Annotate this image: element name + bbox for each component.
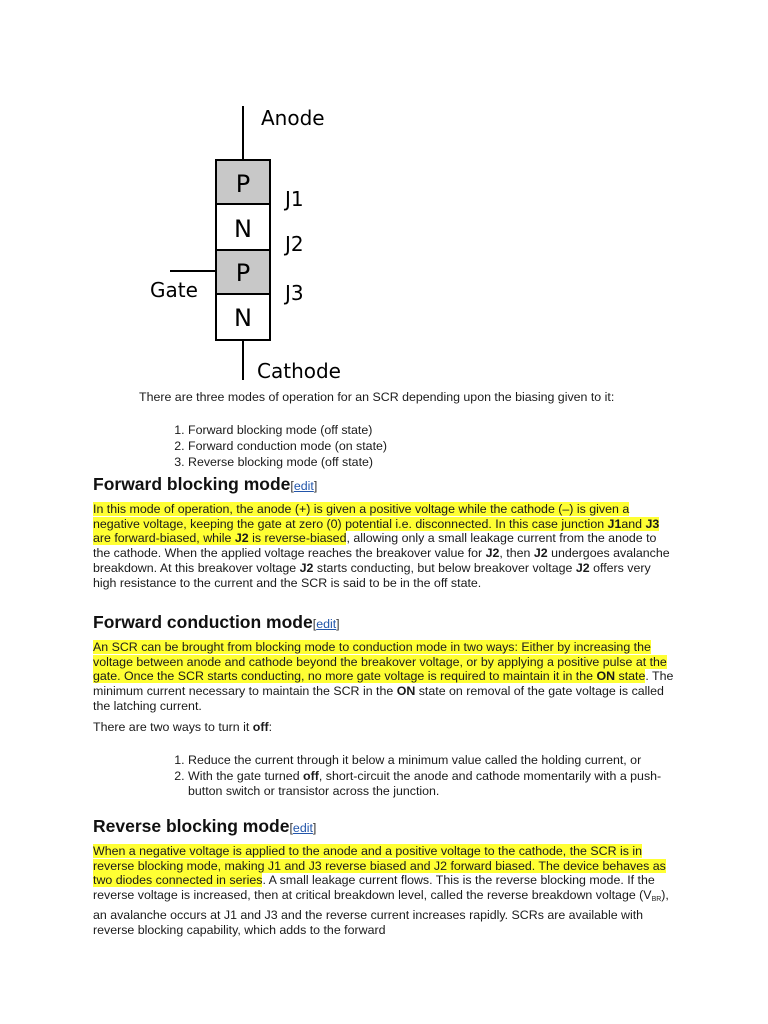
turn-off-intro: There are two ways to turn it off: (93, 720, 273, 734)
anode-label: Anode (261, 106, 325, 130)
reverse-blocking-paragraph: When a negative voltage is applied to the anode and a positive voltage to the cathode, the SCR is in reverse blocking mode, making J1 and J3 reverse biased and J2 forward biased. The device behaves as two diodes connected in series. A small leakage current flows. This is the reverse blocking mode. If the reverse voltage is increased, then at critical breakdown level, called the reverse breakdown voltage $(V_{BR})$, an avalanche occurs at J1 and J3 and the reverse current increases rapidly. SCRs are available with reverse blocking capability, which adds to the forward (93, 844, 669, 937)
heading-forward-conduction: Forward conduction mode[edit] (93, 612, 340, 632)
list-item: 1. Forward blocking mode (off state) (188, 422, 387, 438)
turn-off-list (152, 753, 674, 800)
cathode-label: Cathode (257, 359, 341, 383)
junction-label-j2: J2 (285, 232, 304, 256)
edit-link[interactable]: edit (316, 617, 337, 631)
layer-label-1: P (235, 170, 251, 198)
junction-label-j3: J3 (285, 281, 304, 305)
forward-conduction-paragraph: An SCR can be brought from blocking mode to conduction mode in two ways: Either by increasing the voltage between anode and cathode beyond the breakover voltage, or by applying a positive pulse at the gate. Once the SCR starts conducting, no more gate voltage is required to maintain it in the ON state. The minimum current necessary to maintain the SCR in the ON state on removal of the gate voltage is called the latching current. (93, 640, 674, 713)
edit-link[interactable]: edit (292, 821, 313, 835)
intro-text: There are three modes of operation for an SCR depending upon the biasing given to it: (139, 390, 615, 404)
modes-list (152, 422, 387, 470)
heading-forward-blocking: Forward blocking mode[edit] (93, 474, 318, 494)
list-item: 1. Reduce the current through it below a minimum value called the holding current, or (188, 753, 674, 768)
forward-blocking-paragraph: In this mode of operation, the anode (+) is given a positive voltage while the cathode (–) is given a negative voltage, keeping the gate at zero (0) potential i.e. disconnected. In this case junction J1and J3 are forward-biased, while J2 is reverse-biased, allowing only a small leakage current from the anode to the cathode. When the applied voltage reaches the breakover value for J2, then J2 undergoes avalanche breakdown. At this breakover voltage J2 starts conducting, but below breakover voltage J2 offers very high resistance to the current and the SCR is said to be in the off state. (93, 502, 670, 590)
layer-label-2: N (234, 215, 252, 243)
list-item: 3. Reverse blocking mode (off state) (188, 454, 387, 470)
list-item: 2. Forward conduction mode (on state) (188, 438, 387, 454)
heading-reverse-blocking: Reverse blocking mode[edit] (93, 816, 317, 836)
list-item: 2. With the gate turned off, short-circuit the anode and cathode momentarily with a push-button switch or transistor across the junction. (188, 769, 674, 799)
junction-label-j1: J1 (285, 187, 304, 211)
layer-label-3: P (235, 259, 251, 287)
scr-structure-diagram (0, 0, 400, 385)
edit-link[interactable]: edit (293, 479, 314, 493)
gate-label: Gate (150, 278, 198, 302)
layer-label-4: N (234, 304, 252, 332)
